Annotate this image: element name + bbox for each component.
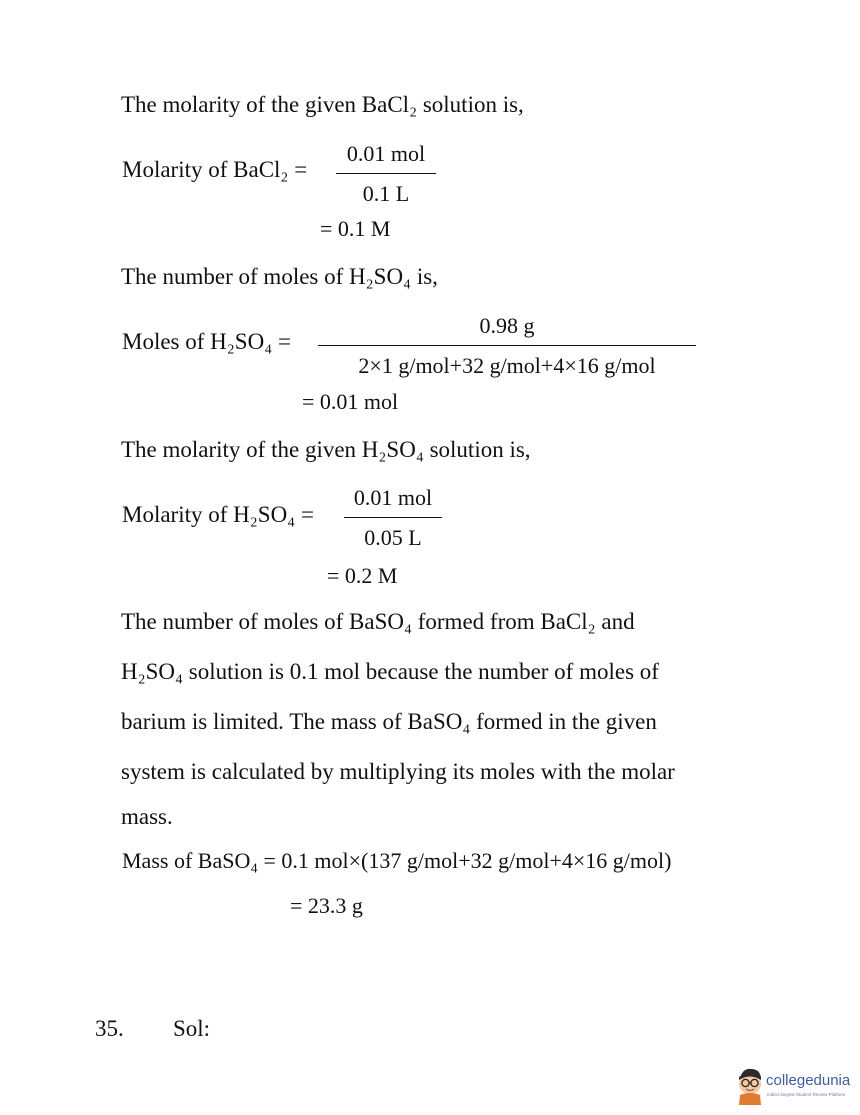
paragraph-line-5 <box>121 805 173 828</box>
solution-label-text: Sol: <box>173 1016 211 1041</box>
question-number-text: 35. <box>95 1016 124 1041</box>
h2so4-molarity-intro-text: The molarity of the given H₂SO₄ solution is, <box>121 437 531 462</box>
paragraph-line-3-text: barium is limited. The mass of BaSO₄ formed in the given <box>121 709 657 734</box>
student-mascot-icon <box>735 1065 765 1105</box>
logo-wordmark: collegedunia <box>766 1072 851 1089</box>
paragraph-line-1-text: The number of moles of BaSO₄ formed from BaCl₂ and <box>121 609 635 634</box>
h2so4-molarity-lhs <box>122 503 314 526</box>
h2so4-molarity-result-text: = 0.2 M <box>327 563 398 588</box>
h2so4-moles-lhs-text: Moles of H₂SO₄ = <box>122 329 291 354</box>
mass-equation <box>122 850 671 872</box>
h2so4-moles-numerator: 0.98 g <box>479 313 535 338</box>
bacl2-denominator: 0.1 L <box>362 181 410 206</box>
collegedunia-logo[interactable] <box>735 1063 857 1107</box>
h2so4-molarity-intro <box>121 438 531 461</box>
h2so4-moles-denominator: 2×1 g/mol+32 g/mol+4×16 g/mol <box>358 353 656 378</box>
h2so4-moles-fraction <box>318 315 696 377</box>
mass-result <box>290 893 363 919</box>
h2so4-molarity-result <box>327 563 397 589</box>
question-number <box>95 1017 124 1040</box>
h2so4-molarity-numerator: 0.01 mol <box>353 485 433 510</box>
paragraph-line-4-text: system is calculated by multiplying its moles with the molar <box>121 759 675 784</box>
fraction-bar <box>336 173 436 174</box>
paragraph-line-5-text: mass. <box>121 804 173 829</box>
h2so4-moles-result <box>302 389 398 415</box>
bacl2-result <box>320 216 390 242</box>
bacl2-intro <box>121 93 524 116</box>
logo-tagline: India's largest Student Review Platform <box>767 1092 846 1097</box>
fraction-bar <box>318 345 696 346</box>
h2so4-molarity-fraction <box>344 487 442 549</box>
bacl2-lhs <box>122 158 307 181</box>
paragraph-line-2 <box>121 660 659 683</box>
h2so4-moles-lhs <box>122 330 291 353</box>
h2so4-molarity-lhs-text: Molarity of H₂SO₄ = <box>122 502 314 527</box>
paragraph-line-4 <box>121 760 675 783</box>
h2so4-moles-result-text: = 0.01 mol <box>302 389 399 414</box>
bacl2-intro-text: The molarity of the given BaCl₂ solution is, <box>121 92 524 117</box>
paragraph-line-1 <box>121 610 635 633</box>
mass-result-text: = 23.3 g <box>290 893 363 918</box>
bacl2-fraction <box>336 143 436 205</box>
paragraph-line-3 <box>121 710 657 733</box>
paragraph-line-2-text: H₂SO₄ solution is 0.1 mol because the number of moles of <box>121 659 659 684</box>
mass-equation-text: Mass of BaSO₄ = 0.1 mol×(137 g/mol+32 g/mol+4×16 g/mol) <box>122 848 672 873</box>
bacl2-lhs-text: Molarity of BaCl₂ = <box>122 157 308 182</box>
bacl2-result-text: = 0.1 M <box>320 216 391 241</box>
solution-label <box>173 1017 210 1040</box>
h2so4-molarity-denominator: 0.05 L <box>364 525 422 550</box>
h2so4-moles-intro <box>121 265 438 288</box>
fraction-bar <box>344 517 442 518</box>
bacl2-numerator: 0.01 mol <box>346 141 426 166</box>
h2so4-moles-intro-text: The number of moles of H₂SO₄ is, <box>121 264 438 289</box>
